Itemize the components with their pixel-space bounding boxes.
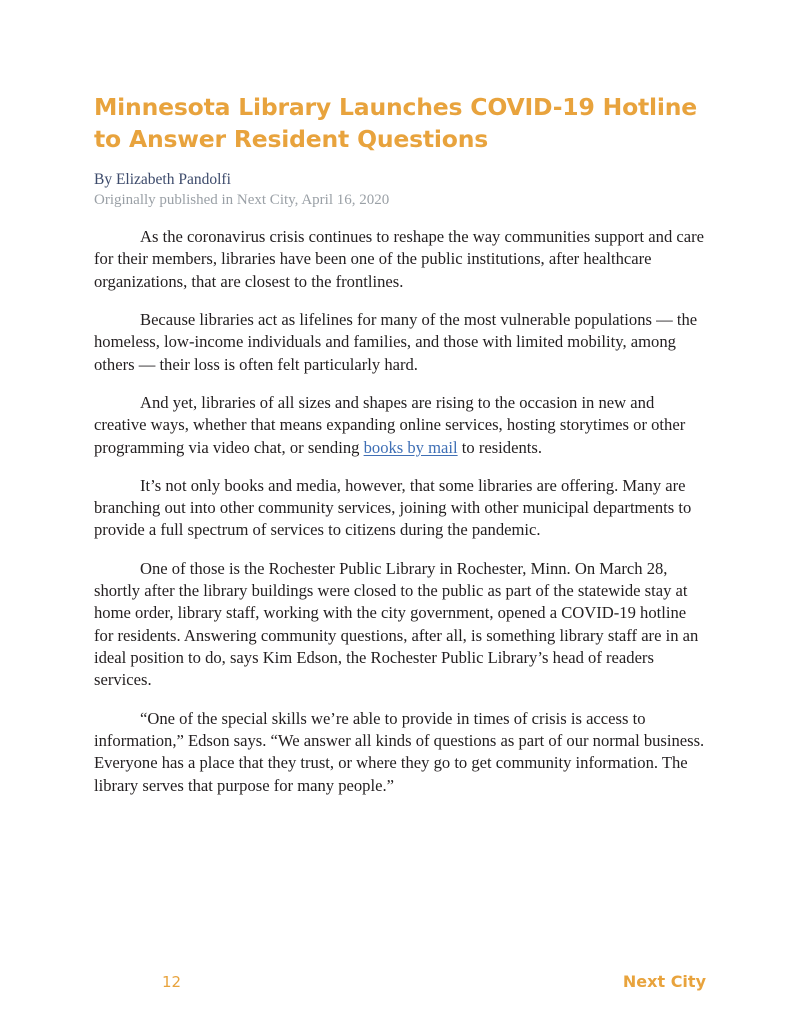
paragraph: As the coronavirus crisis continues to reshape the way communities support and care for their members, libraries have been one of the public institutions, after healthcare organizations, that are closest to the frontlines.	[94, 227, 705, 291]
paragraph: One of those is the Rochester Public Library in Rochester, Minn. On March 28, shortly after the library buildings were closed to the public as part of the statewide stay at home order, library staff, working with the city government, opened a COVID-19 hotline for residents. Answering community questions, after all, is something library staff are in an ideal position to do, says Kim Edson, the Rochester Public Library’s head of readers services.	[94, 558, 699, 690]
paragraph: Because libraries act as lifelines for many of the most vulnerable populations — the homeless, low-income individuals and families, and those with limited mobility, among others — their loss is often felt particularly hard.	[94, 309, 698, 374]
article-byline: By Elizabeth Pandolfi	[94, 170, 231, 188]
paragraph: “One of the special skills we’re able to provide in times of crisis is access to information,” Edson says. “We answer all kinds of questions as part of our normal business. Everyone has a place that they trust, or where they go to get community information. The library serves that purpose for many people.”	[94, 708, 705, 795]
paragraph-text-before-link: And yet, libraries of all sizes and shapes are rising to the occasion in new and creative ways, whether that means expanding online services, hosting storytimes or other programming via video chat, or sending	[94, 392, 686, 457]
paragraph-text-after-link: to residents.	[457, 437, 542, 457]
page-title: Minnesota Library Launches COVID-19 Hotline to Answer Resident Questions	[94, 93, 698, 153]
article-publication-note: Originally published in Next City, April 16, 2020	[94, 192, 390, 209]
paragraph: It’s not only books and media, however, that some libraries are offering. Many are branching out into other community services, joining with other municipal departments to provide a full spectrum of services to citizens during the pandemic.	[94, 475, 692, 540]
books-by-mail-link[interactable]: books by mail	[363, 437, 458, 457]
page-number: 12	[162, 973, 182, 991]
article-body	[94, 226, 706, 797]
footer-brand: Next City	[622, 972, 706, 991]
page-footer	[94, 972, 706, 991]
paragraph-with-link	[94, 392, 706, 459]
